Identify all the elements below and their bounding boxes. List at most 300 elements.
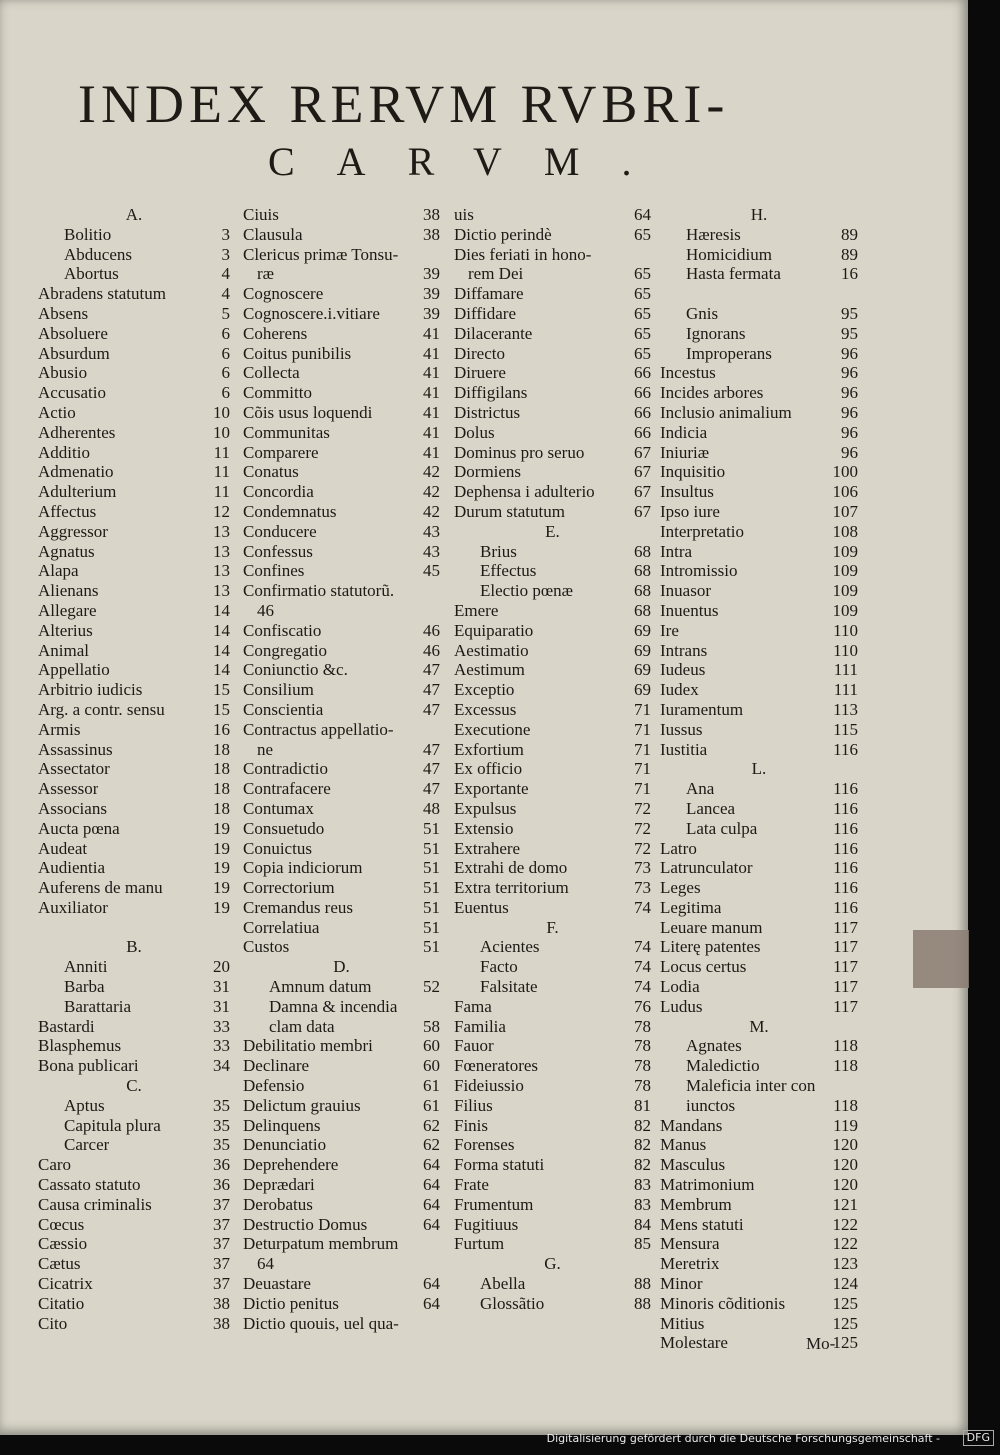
entry-page-number: 116 <box>833 878 858 898</box>
entry-page-number: 65 <box>634 284 651 304</box>
entry-term: Alienans <box>38 581 99 601</box>
entry-term: Ana <box>686 779 715 799</box>
entry-term: Inuentus <box>660 600 719 620</box>
index-entry <box>454 1076 651 1096</box>
entry-term: Deprædari <box>243 1175 315 1195</box>
entry-page-number: 69 <box>634 620 651 640</box>
entry-page-number <box>436 1314 440 1334</box>
index-entry <box>660 482 858 502</box>
entry-term: Lata culpa <box>686 818 758 838</box>
entry-term: Executione <box>454 719 531 739</box>
entry-term: Mitius <box>660 1313 705 1333</box>
entry-page-number: 78 <box>634 1016 651 1036</box>
entry-page-number: 110 <box>833 620 858 640</box>
entry-term: Clausula <box>243 224 303 244</box>
index-entry <box>660 443 858 463</box>
entry-term: Assessor <box>38 779 99 799</box>
index-entry <box>660 1274 858 1294</box>
entry-term: Defensio <box>243 1076 305 1096</box>
entry-term: Frumentum <box>454 1194 534 1214</box>
index-entry <box>454 1116 651 1136</box>
index-entry <box>660 324 858 344</box>
index-entry <box>454 304 651 324</box>
index-entry <box>454 601 651 621</box>
index-entry <box>243 542 440 562</box>
entry-page-number: 120 <box>832 1155 858 1175</box>
entry-term: Legitima <box>660 897 722 917</box>
index-entry <box>243 601 440 621</box>
entry-term: Committo <box>243 383 312 403</box>
entry-term: Manus <box>660 1135 707 1155</box>
entry-page-number <box>854 1076 858 1096</box>
entry-page-number: 89 <box>841 244 858 264</box>
index-entry <box>454 1234 651 1254</box>
entry-term: Dies feriati in hono- <box>454 244 592 264</box>
index-entry <box>243 878 440 898</box>
index-entry <box>38 878 230 898</box>
entry-term: ræ <box>257 264 274 284</box>
entry-term: Contractus appellatio- <box>243 719 394 739</box>
index-entry <box>454 819 651 839</box>
entry-page-number: 41 <box>423 323 440 343</box>
entry-term: Iudex <box>660 680 699 700</box>
index-entry <box>243 344 440 364</box>
index-entry <box>454 957 651 977</box>
entry-term: Inquisitio <box>660 462 726 482</box>
entry-term: Emere <box>454 600 499 620</box>
entry-term: Dictio perindè <box>454 224 552 244</box>
entry-page-number: 47 <box>423 779 440 799</box>
entry-page-number: 16 <box>841 264 858 284</box>
index-entry <box>243 324 440 344</box>
entry-term: Minoris cõditionis <box>660 1293 786 1313</box>
entry-page-number: 116 <box>833 858 858 878</box>
entry-term: Iuramentum <box>660 699 744 719</box>
index-entry <box>454 264 651 284</box>
index-entry <box>243 522 440 542</box>
entry-page-number: 41 <box>423 363 440 383</box>
entry-page-number: 41 <box>423 422 440 442</box>
entry-page-number: 13 <box>213 541 230 561</box>
entry-term: Destructio Domus <box>243 1214 368 1234</box>
entry-page-number: 118 <box>833 1056 858 1076</box>
entry-term: Fideiussio <box>454 1076 524 1096</box>
index-entry <box>454 720 651 740</box>
entry-page-number: 35 <box>213 1095 230 1115</box>
entry-page-number: 69 <box>634 680 651 700</box>
index-entry <box>243 502 440 522</box>
entry-term: Effectus <box>480 561 537 581</box>
entry-page-number: 65 <box>634 224 651 244</box>
index-entry <box>660 1116 858 1136</box>
entry-page-number: 71 <box>634 779 651 799</box>
entry-term: Membrum <box>660 1194 732 1214</box>
entry-page-number: 46 <box>423 620 440 640</box>
index-entry <box>660 957 858 977</box>
entry-page-number: 118 <box>833 1095 858 1115</box>
entry-page-number: 64 <box>423 1194 440 1214</box>
index-entry <box>660 542 858 562</box>
entry-page-number: 12 <box>213 501 230 521</box>
index-entry <box>660 819 858 839</box>
index-entry <box>38 660 230 680</box>
entry-term: Inclusio animalium <box>660 402 792 422</box>
index-entry <box>38 225 230 245</box>
index-entry <box>243 1135 440 1155</box>
index-entry <box>38 858 230 878</box>
entry-term: Collecta <box>243 363 300 383</box>
entry-term: Arg. a contr. sensu <box>38 699 165 719</box>
entry-term: Leges <box>660 878 701 898</box>
entry-page-number: 14 <box>213 660 230 680</box>
entry-page-number: 10 <box>213 422 230 442</box>
entry-page-number: 78 <box>634 1036 651 1056</box>
entry-term: Maleficia inter con <box>686 1076 816 1096</box>
entry-page-number: 73 <box>634 878 651 898</box>
entry-page-number: 18 <box>213 759 230 779</box>
entry-term: Ex officio <box>454 759 523 779</box>
entry-term: Exceptio <box>454 680 515 700</box>
entry-term: D. <box>333 957 350 977</box>
entry-term: Causa criminalis <box>38 1194 152 1214</box>
index-entry <box>660 1135 858 1155</box>
entry-page-number: 123 <box>832 1254 858 1274</box>
entry-page-number: 14 <box>213 600 230 620</box>
index-entry <box>38 264 230 284</box>
entry-page-number: 39 <box>423 303 440 323</box>
entry-term: Diruere <box>454 363 506 383</box>
entry-term: Mensura <box>660 1234 720 1254</box>
index-entry <box>454 1175 651 1195</box>
entry-page-number: 42 <box>423 482 440 502</box>
index-letter-heading <box>660 759 858 779</box>
entry-page-number: 116 <box>833 897 858 917</box>
entry-page-number: 71 <box>634 739 651 759</box>
entry-page-number: 41 <box>423 402 440 422</box>
entry-term: Agnatus <box>38 541 95 561</box>
entry-page-number: 65 <box>634 264 651 284</box>
entry-page-number: 60 <box>423 1056 440 1076</box>
dfg-logo: DFG <box>963 1430 994 1446</box>
entry-term: rem Dei <box>468 264 524 284</box>
entry-page-number: 124 <box>832 1274 858 1294</box>
index-entry <box>243 858 440 878</box>
entry-term: Actio <box>38 402 76 422</box>
index-entry <box>660 1294 858 1314</box>
entry-page-number: 6 <box>221 383 230 403</box>
index-entry <box>243 1254 440 1274</box>
entry-page-number: 65 <box>634 323 651 343</box>
entry-term: Extrahi de domo <box>454 858 568 878</box>
entry-term: Capitula plura <box>64 1115 161 1135</box>
index-entry <box>243 700 440 720</box>
entry-page-number: 81 <box>634 1095 651 1115</box>
entry-page-number: 109 <box>832 600 858 620</box>
entry-page-number: 108 <box>832 521 858 541</box>
index-entry <box>38 799 230 819</box>
entry-term: Declinare <box>243 1056 310 1076</box>
index-entry <box>38 482 230 502</box>
index-entry <box>243 839 440 859</box>
entry-term: Lancea <box>686 798 736 818</box>
index-entry <box>660 245 858 265</box>
entry-page-number: 74 <box>634 897 651 917</box>
index-entry <box>38 245 230 265</box>
entry-page-number: 120 <box>832 1175 858 1195</box>
entry-term: Conatus <box>243 462 299 482</box>
entry-term: Caro <box>38 1155 72 1175</box>
entry-term: Correctorium <box>243 878 335 898</box>
index-entry <box>454 779 651 799</box>
entry-term: iunctos <box>686 1095 736 1115</box>
entry-term: Confessus <box>243 541 313 561</box>
entry-page-number <box>436 581 440 601</box>
entry-page-number: 37 <box>213 1254 230 1274</box>
entry-term: Additio <box>38 442 90 462</box>
entry-term: Conuictus <box>243 838 312 858</box>
entry-term: Cognoscere.i.vitiare <box>243 303 380 323</box>
entry-term: Ciuis <box>243 205 279 224</box>
entry-term: Congregatio <box>243 640 328 660</box>
entry-term: Auxiliator <box>38 897 108 917</box>
entry-page-number: 83 <box>634 1175 651 1195</box>
index-entry <box>454 423 651 443</box>
entry-term: Admenatio <box>38 462 114 482</box>
entry-page-number: 84 <box>634 1214 651 1234</box>
entry-page-number: 82 <box>634 1115 651 1135</box>
index-entry <box>660 977 858 997</box>
index-entry <box>243 363 440 383</box>
index-entry <box>660 1195 858 1215</box>
index-entry <box>38 918 230 938</box>
index-entry <box>454 344 651 364</box>
index-column-4 <box>660 205 858 1353</box>
entry-term: Acientes <box>480 937 540 957</box>
index-entry <box>243 641 440 661</box>
entry-page-number: 89 <box>841 224 858 244</box>
index-letter-heading <box>38 937 230 957</box>
entry-term: Indicia <box>660 422 708 442</box>
entry-page-number: 47 <box>423 660 440 680</box>
entry-page-number: 39 <box>423 284 440 304</box>
index-entry <box>660 799 858 819</box>
entry-term: Communitas <box>243 422 330 442</box>
index-entry <box>243 680 440 700</box>
entry-page-number: 19 <box>213 878 230 898</box>
entry-term: Interpretatio <box>660 521 745 541</box>
entry-term: Abella <box>480 1274 526 1294</box>
entry-term: Conscientia <box>243 699 324 719</box>
entry-term: Diffamare <box>454 284 524 304</box>
index-entry <box>243 304 440 324</box>
entry-term: Aucta pœna <box>38 818 120 838</box>
entry-page-number: 66 <box>634 383 651 403</box>
entry-term: Districtus <box>454 402 521 422</box>
index-entry <box>243 918 440 938</box>
entry-page-number: 36 <box>213 1155 230 1175</box>
entry-page-number: 117 <box>833 996 858 1016</box>
entry-term: Forma statuti <box>454 1155 545 1175</box>
entry-term: Iudeus <box>660 660 706 680</box>
entry-term: 64 <box>257 1254 274 1274</box>
index-entry <box>660 997 858 1017</box>
entry-term: Derobatus <box>243 1194 313 1214</box>
index-entry <box>660 740 858 760</box>
entry-page-number: 64 <box>423 1155 440 1175</box>
index-entry <box>454 443 651 463</box>
entry-term: Bona publicari <box>38 1056 139 1076</box>
index-entry <box>243 759 440 779</box>
entry-page-number: 41 <box>423 442 440 462</box>
entry-term: Consilium <box>243 680 314 700</box>
entry-term: Abradens statutum <box>38 284 166 304</box>
index-entry <box>660 284 858 304</box>
entry-term: Audeat <box>38 838 88 858</box>
entry-page-number: 19 <box>213 897 230 917</box>
entry-page-number: 47 <box>423 759 440 779</box>
index-entry <box>38 1234 230 1254</box>
entry-term: Brius <box>480 541 517 561</box>
index-entry <box>454 383 651 403</box>
index-entry <box>660 660 858 680</box>
index-entry <box>660 1076 858 1096</box>
entry-page-number: 19 <box>213 838 230 858</box>
index-entry <box>454 561 651 581</box>
index-entry <box>454 799 651 819</box>
index-entry <box>660 1036 858 1056</box>
index-entry <box>660 1155 858 1175</box>
entry-term: Iustitia <box>660 739 708 759</box>
entry-term: Ignorans <box>686 323 746 343</box>
entry-term: Adulterium <box>38 482 117 502</box>
entry-term: Equiparatio <box>454 620 534 640</box>
index-entry <box>243 1056 440 1076</box>
index-entry <box>38 740 230 760</box>
entry-page-number: 67 <box>634 501 651 521</box>
entry-term: Adherentes <box>38 422 116 442</box>
entry-page-number: 116 <box>833 739 858 759</box>
entry-term: Exportante <box>454 779 529 799</box>
entry-page-number: 109 <box>832 581 858 601</box>
index-entry <box>454 581 651 601</box>
entry-term: Condemnatus <box>243 501 337 521</box>
entry-term: Excessus <box>454 699 517 719</box>
entry-page-number <box>436 997 440 1017</box>
entry-term: F. <box>546 917 559 937</box>
index-entry <box>660 1234 858 1254</box>
index-entry <box>243 1017 440 1037</box>
entry-term: Incestus <box>660 363 716 383</box>
index-entry <box>243 581 440 601</box>
entry-term: Amnum datum <box>269 977 372 997</box>
index-entry <box>38 1096 230 1116</box>
entry-term: Facto <box>480 957 518 977</box>
entry-term: Arbitrio iudicis <box>38 680 143 700</box>
entry-page-number: 19 <box>213 858 230 878</box>
entry-page-number: 41 <box>423 383 440 403</box>
entry-page-number: 37 <box>213 1234 230 1254</box>
entry-term: Confirmatio statutorũ. <box>243 581 395 601</box>
entry-term: Animal <box>38 640 89 660</box>
entry-page-number: 5 <box>221 303 230 323</box>
index-entry <box>660 601 858 621</box>
entry-term: Comparere <box>243 442 319 462</box>
entry-term: Furtum <box>454 1234 505 1254</box>
index-entry <box>660 641 858 661</box>
entry-term: Iussus <box>660 719 703 739</box>
entry-page-number: 125 <box>832 1333 858 1353</box>
entry-page-number: 125 <box>832 1313 858 1333</box>
entry-page-number: 33 <box>213 1016 230 1036</box>
index-entry <box>38 720 230 740</box>
index-entry <box>38 898 230 918</box>
entry-term: Coniunctio &c. <box>243 660 348 680</box>
index-entry <box>660 462 858 482</box>
entry-page-number: 31 <box>213 996 230 1016</box>
index-entry <box>660 1175 858 1195</box>
entry-page-number: 85 <box>634 1234 651 1254</box>
index-entry <box>454 740 651 760</box>
entry-term: Auferens de manu <box>38 878 163 898</box>
entry-page-number: 116 <box>833 779 858 799</box>
entry-page-number: 51 <box>423 897 440 917</box>
entry-term: Confines <box>243 561 305 581</box>
index-entry <box>243 383 440 403</box>
index-entry <box>243 443 440 463</box>
entry-page-number: 71 <box>634 759 651 779</box>
entry-page-number: 76 <box>634 996 651 1016</box>
index-entry <box>660 779 858 799</box>
entry-page-number: 39 <box>423 264 440 284</box>
index-entry <box>454 839 651 859</box>
entry-page-number: 45 <box>423 561 440 581</box>
entry-term: Barba <box>64 977 105 997</box>
entry-term: Coherens <box>243 323 308 343</box>
entry-term: Molestare <box>660 1333 728 1353</box>
entry-term: ne <box>257 739 274 759</box>
entry-page-number: 15 <box>213 680 230 700</box>
entry-term: Extensio <box>454 818 514 838</box>
entry-page-number: 38 <box>423 205 440 224</box>
index-entry <box>454 641 651 661</box>
entry-term: Extra territorium <box>454 878 569 898</box>
index-entry <box>38 403 230 423</box>
index-entry <box>660 344 858 364</box>
index-entry <box>454 403 651 423</box>
index-entry <box>243 977 440 997</box>
index-entry <box>454 680 651 700</box>
entry-page-number: 47 <box>423 739 440 759</box>
entry-page-number: 66 <box>634 363 651 383</box>
entry-term: Audientia <box>38 858 106 878</box>
entry-term: Dictio quouis, uel qua- <box>243 1313 399 1333</box>
entry-page-number: 64 <box>423 1274 440 1294</box>
index-column-1 <box>38 205 230 1333</box>
entry-page-number: 113 <box>833 699 858 719</box>
entry-term: Inuasor <box>660 581 711 601</box>
entry-page-number: 58 <box>423 1016 440 1036</box>
entry-page-number: 111 <box>833 680 858 700</box>
entry-page-number: 62 <box>423 1115 440 1135</box>
index-entry <box>38 1294 230 1314</box>
index-entry <box>660 937 858 957</box>
index-entry <box>454 1195 651 1215</box>
index-entry <box>660 264 858 284</box>
entry-page-number: 88 <box>634 1293 651 1313</box>
index-entry <box>38 363 230 383</box>
entry-page-number: 46 <box>423 640 440 660</box>
entry-page-number <box>436 1254 440 1274</box>
